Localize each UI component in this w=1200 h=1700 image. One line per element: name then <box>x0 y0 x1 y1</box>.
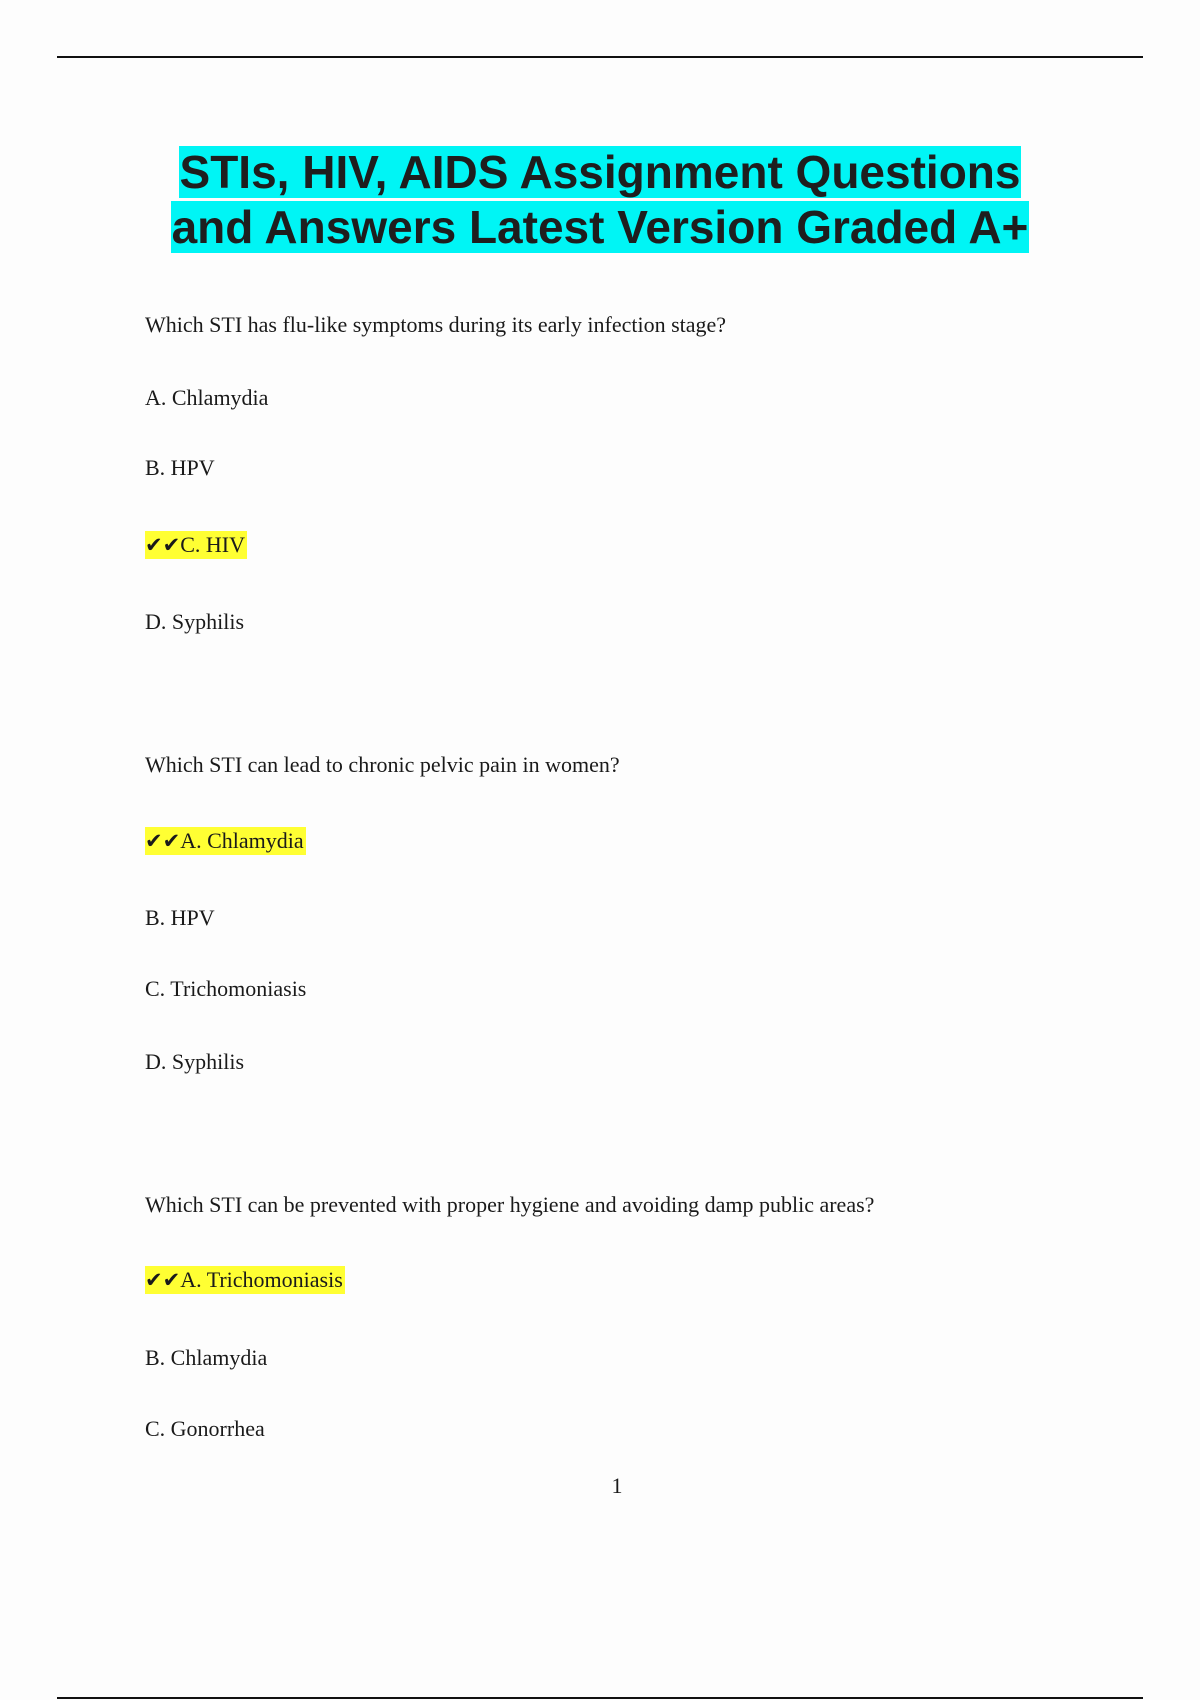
question-2-option-d: D. Syphilis <box>145 1049 245 1074</box>
option-label: C. HIV <box>180 532 245 557</box>
option-label: A. Chlamydia <box>180 828 304 853</box>
check-mark-icon: ✔✔ <box>145 829 181 853</box>
option-label: A. Trichomoniasis <box>180 1267 343 1292</box>
question-1-option-b: B. HPV <box>145 455 215 480</box>
question-1-option-a: A. Chlamydia <box>145 385 269 410</box>
question-3-option-a-correct <box>145 1266 345 1294</box>
question-1-option-c-correct <box>145 531 247 559</box>
title-line-1: STIs, HIV, AIDS Assignment Questions <box>179 146 1021 198</box>
document-title <box>0 145 1200 255</box>
check-mark-icon: ✔✔ <box>145 1268 181 1292</box>
question-2-option-b: B. HPV <box>145 905 215 930</box>
question-2-option-c: C. Trichomoniasis <box>145 976 307 1001</box>
question-1-text: Which STI has flu-like symptoms during its early infection stage? <box>145 312 727 337</box>
title-line-2: and Answers Latest Version Graded A+ <box>171 201 1029 253</box>
question-2-option-a-correct <box>145 827 306 855</box>
top-rule <box>57 56 1143 58</box>
question-3-option-b: B. Chlamydia <box>145 1345 268 1370</box>
question-3-text: Which STI can be prevented with proper hygiene and avoiding damp public areas? <box>145 1192 875 1217</box>
bottom-rule <box>57 1697 1143 1699</box>
question-3-option-c: C. Gonorrhea <box>145 1416 265 1441</box>
question-1-option-d: D. Syphilis <box>145 609 245 634</box>
question-2-text: Which STI can lead to chronic pelvic pain in women? <box>145 752 620 777</box>
page-number: 1 <box>611 1473 623 1498</box>
check-mark-icon: ✔✔ <box>145 533 181 557</box>
